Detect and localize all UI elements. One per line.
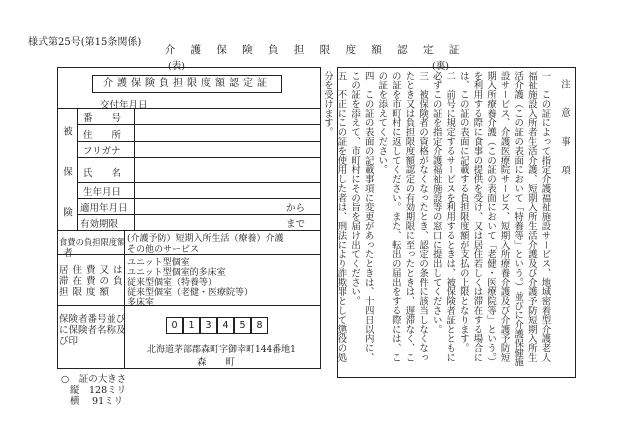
insurer-number-digit: 5 bbox=[234, 317, 251, 334]
card-size-height: 縦 128ミリ bbox=[70, 385, 127, 396]
name-label: 氏 名 bbox=[83, 168, 122, 179]
divider bbox=[57, 305, 321, 306]
divider bbox=[77, 124, 321, 125]
card-title: 介護保険負担限度額認定証 bbox=[92, 75, 282, 93]
divider bbox=[57, 108, 321, 109]
note-paragraph: 四 この証の表面の記載事項に変更があったときは、十四日以内に、この証を添えて、市町村にその旨を届け出てください。 bbox=[349, 71, 374, 363]
address-label: 住 所 bbox=[83, 130, 122, 141]
residence-label-line1: 居 住 費 又 は bbox=[59, 265, 124, 276]
furigana-label: フリガナ bbox=[83, 146, 121, 157]
room-type-item: 従来型個室（老健・医療院等） bbox=[127, 288, 254, 298]
number-label: 番 号 bbox=[83, 113, 122, 124]
room-type-item: 従来型個室（特養等） bbox=[127, 278, 218, 288]
food-burden-label: 食費の負担限度額 bbox=[59, 237, 126, 247]
residence-label-line2: 滞 在 費 の 負 bbox=[59, 276, 124, 287]
insurer-label-line1: 保険者番号並び bbox=[59, 314, 126, 325]
divider bbox=[77, 108, 78, 230]
insurer-number-digit: 4 bbox=[217, 317, 234, 334]
room-type-item: 多床室 bbox=[127, 298, 155, 308]
expiry-date-suffix: まで bbox=[286, 219, 306, 230]
applicable-date-suffix: から bbox=[286, 203, 306, 214]
divider bbox=[77, 182, 321, 183]
issue-date-label: 交付年月日 bbox=[100, 100, 148, 111]
insurer-name: 森 町 bbox=[197, 357, 236, 368]
room-type-item: ユニット型個室 bbox=[127, 258, 190, 268]
divider bbox=[77, 157, 321, 158]
notes-heading: 注 意 事 項 bbox=[559, 79, 570, 180]
card-size-width: 横 91ミリ bbox=[70, 396, 124, 407]
insurer-number-digit: 3 bbox=[200, 317, 217, 334]
room-type-item: ユニット型個室的多床室 bbox=[127, 268, 226, 278]
birthdate-label: 生年月日 bbox=[83, 187, 122, 198]
back-notes bbox=[321, 71, 571, 371]
note-paragraph: 一 この証によって指定介護福祉施設サービス、地域密着型介護老人福祉施設入所者生活介護、短期入所生活介護及び介護予防短期入所生活介護（この証の表面において「特養等」という。）並びに介護保健施設サービス、介護医療院サービス、短期入所療養介護及び介護予防短期入所療養介護（この証の表面において「老健・医療院等」という。）を利用する際に食事の提供を受け、又は居住若しくは滞在する場合には、この証の表面に記載する負担限度額が支払の上限となります。 bbox=[457, 71, 551, 367]
divider bbox=[77, 141, 321, 142]
insured-person-label: 被 保 険 者 bbox=[61, 126, 72, 272]
insurer-label-line3: び印 bbox=[59, 336, 79, 347]
form-number: 様式第25号(第15条関係) bbox=[28, 37, 142, 48]
note-paragraph: 二 前号に規定するサービスを利用するときは、被保険者証とともに必ずこの証を指定介護福祉施設等の窓口に提出してください。 bbox=[430, 71, 456, 363]
insurer-number-digit: 8 bbox=[251, 317, 268, 334]
divider bbox=[124, 230, 125, 369]
applicable-date-label: 適用年月日 bbox=[80, 203, 128, 214]
note-paragraph: 三 被保険者の資格がなくなったとき、認定の条件に該当しなくなったとき又は負担限度額認定の有効期限に至ったときは、遅滞なく、この証を市町村に返してください。また、転出の届出をする際には、この証を添えてください。 bbox=[376, 71, 429, 363]
card-size-heading: ○ 証の大きさ bbox=[61, 374, 127, 385]
divider bbox=[77, 214, 321, 215]
insurer-number-digit: 0 bbox=[166, 317, 183, 334]
divider bbox=[77, 198, 321, 199]
insurer-label-line2: に保険者名称及 bbox=[59, 325, 126, 336]
note-paragraph: 五 不正にこの証を使用した者は、刑法により詐欺罪として懲役の処分を受けます。 bbox=[321, 71, 347, 363]
insurer-address: 北海道茅部郡森町字御幸町144番地1 bbox=[147, 345, 296, 355]
front-side-label: (表) bbox=[168, 61, 185, 72]
insurer-number-digit: 1 bbox=[183, 317, 200, 334]
back-side-label: (裏) bbox=[432, 61, 449, 72]
residence-label-line3: 担 限 度 額 bbox=[59, 287, 110, 298]
document-title: 介 護 保 険 負 担 限 度 額 認 定 証 bbox=[164, 44, 466, 56]
short-stay-service-text: (介護予防）短期入所生活（療養）介護 bbox=[127, 234, 284, 244]
other-service-text: その他のサービス bbox=[127, 245, 200, 255]
divider bbox=[134, 108, 135, 230]
expiry-date-label: 有効期限 bbox=[80, 219, 119, 230]
